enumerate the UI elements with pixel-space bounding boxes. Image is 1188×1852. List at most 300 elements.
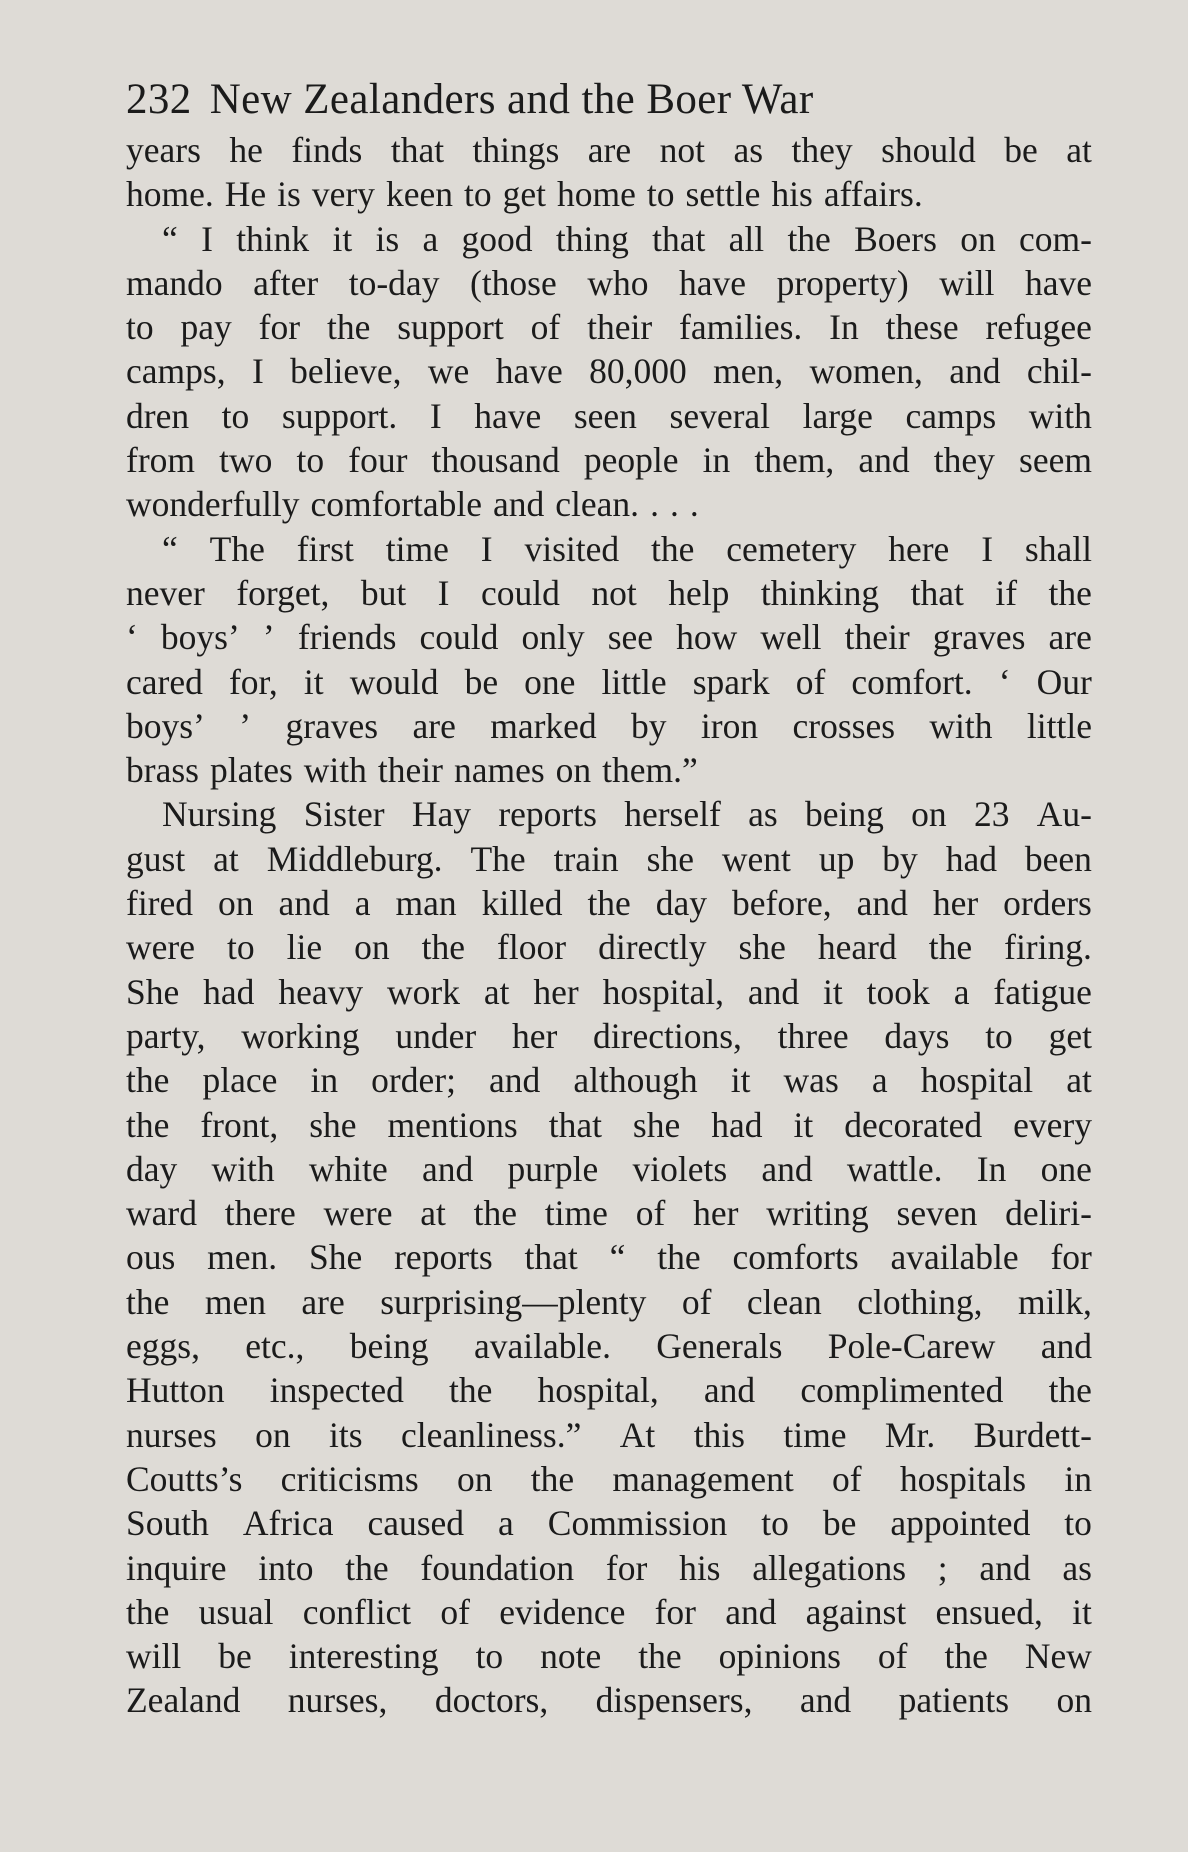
word: the [345, 1547, 389, 1588]
word: at [483, 971, 510, 1012]
word: camps [905, 395, 997, 436]
word: seem [1019, 440, 1092, 481]
running-head [126, 72, 1092, 128]
word: were [323, 1193, 393, 1234]
text-line [126, 1235, 1092, 1279]
word: man [395, 883, 457, 924]
word: ‘ [126, 617, 138, 658]
word: party, [126, 1015, 206, 1056]
word: the [787, 218, 831, 259]
word: I [201, 218, 213, 259]
word: her [511, 1015, 558, 1056]
word: be [464, 661, 499, 702]
word: with [929, 705, 993, 746]
word: be [218, 1636, 252, 1677]
word: She [126, 971, 180, 1012]
word: at [1066, 130, 1092, 170]
text-line [126, 881, 1092, 925]
text-line [126, 128, 1092, 172]
word: Africa [242, 1503, 334, 1544]
word: in [1064, 1458, 1092, 1499]
word: foundation [420, 1547, 575, 1588]
word: on [960, 218, 996, 259]
word: at [213, 838, 239, 879]
word: interesting [288, 1636, 439, 1677]
word: that [390, 130, 445, 170]
word: men, [713, 351, 784, 392]
word: that [548, 1104, 602, 1145]
word: cared [126, 661, 203, 702]
word: home [556, 174, 636, 215]
word: into [258, 1547, 314, 1588]
word: ensued, [935, 1591, 1043, 1632]
word: to [463, 174, 492, 215]
word: He [224, 174, 267, 215]
word: “ [162, 528, 178, 569]
word: usual [198, 1591, 274, 1632]
word: believe, [290, 351, 402, 392]
word: be [822, 1503, 857, 1544]
word: order; [371, 1060, 456, 1101]
word: com- [1019, 218, 1092, 259]
word: it [793, 1104, 814, 1145]
word: the [944, 1636, 988, 1677]
word: herself [624, 794, 721, 835]
word: cemetery [726, 528, 857, 569]
text-line [126, 1457, 1092, 1501]
word: time [544, 1193, 608, 1234]
word: I [981, 528, 994, 569]
word: visited [524, 528, 620, 569]
word: thing [555, 218, 629, 259]
word: would [349, 661, 439, 702]
text-line [126, 349, 1092, 393]
text-line [126, 1590, 1092, 1634]
word: property) [776, 262, 909, 303]
text-line [126, 394, 1092, 438]
word: four [348, 440, 408, 481]
word: Au- [1036, 794, 1092, 835]
word: will [939, 262, 995, 303]
text-line [126, 660, 1092, 704]
word: The [209, 528, 265, 569]
word: to [296, 440, 325, 481]
word: on [911, 794, 947, 835]
word: wonderfully [126, 484, 300, 525]
word: in [702, 440, 731, 481]
word: to [126, 307, 154, 348]
word: decorated [844, 1104, 983, 1145]
word: to [475, 1636, 504, 1677]
word: reports [394, 1237, 493, 1278]
text-line [126, 1501, 1092, 1545]
word: it [823, 971, 843, 1012]
word: comfort. [851, 661, 973, 702]
word: “ [609, 1237, 626, 1278]
word: seven [896, 1193, 978, 1234]
word: think [236, 218, 310, 259]
word: home. [126, 174, 214, 215]
word: the [126, 1281, 170, 1322]
word: “ [162, 218, 178, 259]
word: the [473, 1193, 518, 1234]
word: for [1050, 1237, 1092, 1278]
word: at [420, 1193, 446, 1234]
word: Pole-Carew [827, 1326, 996, 1367]
word: criticisms [280, 1458, 419, 1499]
word: the [326, 307, 371, 348]
word: never [126, 572, 205, 613]
word: up [818, 838, 855, 879]
word: under [395, 1015, 477, 1056]
word: reports [498, 794, 597, 835]
word: to [985, 1015, 1013, 1056]
word: wattle. [846, 1148, 943, 1189]
word: clean [746, 1281, 822, 1322]
word: that [524, 1237, 578, 1278]
text-line [126, 837, 1092, 881]
word: of [635, 1193, 666, 1234]
word: although [573, 1060, 698, 1101]
word: and [858, 440, 910, 481]
word: the [126, 1591, 170, 1632]
word: management [612, 1458, 794, 1499]
word: see [607, 617, 654, 658]
word: with [211, 1148, 275, 1189]
word: on [555, 750, 592, 791]
word: are [301, 1281, 345, 1322]
word: I [437, 572, 450, 613]
word: have [1024, 262, 1092, 303]
word: things [472, 130, 560, 170]
word: the [1048, 572, 1092, 613]
word: evidence [499, 1591, 626, 1632]
word: In [976, 1148, 1007, 1189]
word: doctors, [434, 1680, 549, 1721]
word: is [375, 218, 400, 259]
word: only [521, 617, 585, 658]
word: by [882, 838, 918, 879]
word: available [890, 1237, 1019, 1278]
text-line [126, 1634, 1092, 1678]
word: but [360, 572, 407, 613]
text-line [126, 615, 1092, 659]
word: the [657, 1237, 701, 1278]
word: appointed [890, 1503, 1031, 1544]
text-line [126, 1058, 1092, 1102]
word: and [799, 1680, 852, 1721]
word: the [1048, 1370, 1092, 1411]
word: In [829, 307, 859, 348]
word: and [1040, 1326, 1092, 1367]
book-page [126, 72, 1092, 1723]
word: boys’ [160, 617, 240, 658]
word: if [995, 572, 1018, 613]
word: a [354, 883, 371, 924]
word: and [725, 1591, 777, 1632]
word: time [385, 528, 449, 569]
word: not [659, 130, 705, 170]
text-line [126, 482, 1092, 526]
word: and [856, 883, 908, 924]
word: will [126, 1636, 182, 1677]
word: support [397, 307, 504, 348]
word: not [591, 572, 637, 613]
word: have [679, 262, 747, 303]
word: being [804, 794, 884, 835]
word: names [453, 750, 545, 791]
text-line [126, 970, 1092, 1014]
word: that [652, 218, 706, 259]
word: days [884, 1015, 950, 1056]
word: took [866, 971, 930, 1012]
word: Commission [547, 1503, 728, 1544]
word: little [1026, 705, 1092, 746]
word: their [377, 750, 443, 791]
word: their [587, 307, 653, 348]
word: lie [286, 927, 323, 968]
word: it [332, 218, 353, 259]
word: of [681, 1281, 712, 1322]
word: purple [507, 1148, 599, 1189]
word: hospital, [602, 971, 724, 1012]
word: they [933, 440, 995, 481]
word: heavy [278, 971, 364, 1012]
word: camps, [126, 351, 226, 392]
word: was [783, 1060, 839, 1101]
word: are [587, 130, 632, 170]
word: . [650, 484, 659, 525]
word: Sister [303, 794, 385, 835]
word: two [219, 440, 273, 481]
word: the [126, 1060, 170, 1101]
word: is [277, 174, 301, 215]
word: with [1028, 395, 1092, 436]
text-line [126, 1147, 1092, 1191]
word: support. [281, 395, 398, 436]
word: help [668, 572, 730, 613]
word: 23 [973, 794, 1010, 835]
word: comforts [732, 1237, 859, 1278]
text-line [126, 217, 1092, 261]
word: are [412, 705, 456, 746]
text-line [126, 1280, 1092, 1324]
text-line [126, 1413, 1092, 1457]
word: nurses [126, 1414, 217, 1455]
word: refugee [985, 307, 1092, 348]
word: Zealand [126, 1680, 241, 1721]
word: front, [200, 1104, 279, 1145]
word: and [703, 1370, 756, 1411]
word: to [221, 395, 250, 436]
word: her [693, 1193, 739, 1234]
word: who [587, 262, 649, 303]
word: them, [754, 440, 835, 481]
word: etc., [245, 1326, 305, 1367]
word: violets [632, 1148, 728, 1189]
page-number: 232 [126, 76, 192, 123]
word: directions, [593, 1015, 742, 1056]
word: writing [766, 1193, 869, 1234]
word: plates [209, 750, 293, 791]
word: get [502, 174, 546, 215]
text-line [126, 1014, 1092, 1058]
word: how [676, 617, 738, 658]
word: hospital, [537, 1370, 659, 1411]
word: firing. [1004, 927, 1092, 968]
text-line [126, 925, 1092, 969]
word: orders [1003, 883, 1092, 924]
word: families. [679, 307, 803, 348]
word: all [728, 218, 765, 259]
word: she [738, 927, 786, 968]
word: being [349, 1326, 429, 1367]
text-line [126, 1678, 1092, 1722]
word: men [204, 1281, 266, 1322]
word: he [229, 130, 263, 170]
word: available. [473, 1326, 611, 1367]
word: Burdett- [973, 1414, 1092, 1455]
word: Hay [411, 794, 472, 835]
word: could [480, 572, 560, 613]
word: get [1048, 1015, 1092, 1056]
word: Generals [656, 1326, 783, 1367]
word: a [953, 971, 970, 1012]
word: for, [228, 661, 278, 702]
word: seen [573, 395, 637, 436]
word: complimented [800, 1370, 1004, 1411]
word: as [733, 130, 764, 170]
word: are [1048, 617, 1092, 658]
word: had [945, 838, 997, 879]
word: one [524, 661, 576, 702]
word: New [1024, 1636, 1092, 1677]
word: men. [207, 1237, 278, 1278]
word: a [498, 1503, 514, 1544]
word: time [783, 1414, 847, 1455]
word: chil- [1026, 351, 1092, 392]
word: on [1056, 1680, 1092, 1721]
word: for [258, 307, 301, 348]
word: large [802, 395, 873, 436]
word: surprising—plenty [380, 1281, 647, 1322]
word: had [203, 971, 255, 1012]
word: ’ [262, 617, 275, 658]
word: women, [809, 351, 923, 392]
word: mando [126, 262, 223, 303]
word: the [928, 927, 973, 968]
word: of [832, 1458, 862, 1499]
word: well [760, 617, 822, 658]
word: nurses, [287, 1680, 388, 1721]
word: them.” [602, 750, 698, 791]
word: she [646, 838, 694, 879]
word: and [761, 1148, 813, 1189]
text-line [126, 261, 1092, 305]
word: milk, [1017, 1281, 1092, 1322]
word: clean. [555, 484, 640, 525]
word: floor [497, 927, 567, 968]
word: were [126, 927, 195, 968]
word: Mr. [884, 1414, 936, 1455]
word: to [227, 927, 255, 968]
word: have [495, 351, 563, 392]
word: brass [126, 750, 199, 791]
word: eggs, [126, 1326, 200, 1367]
word: ‘ [998, 661, 1011, 702]
word: Hutton [126, 1370, 225, 1411]
word: for [605, 1547, 648, 1588]
word: hospital [920, 1060, 1034, 1101]
word: Nursing [162, 794, 277, 835]
word: be [1004, 130, 1038, 170]
word: work [387, 971, 460, 1012]
word: pay [180, 307, 232, 348]
word: patients [898, 1680, 1010, 1721]
text-line [126, 571, 1092, 615]
word: working [241, 1015, 360, 1056]
word: dispensers, [595, 1680, 753, 1721]
word: their [844, 617, 910, 658]
word: after [253, 262, 319, 303]
word: graves [285, 705, 379, 746]
word: on [255, 1414, 291, 1455]
word: to [646, 174, 675, 215]
word: of [530, 307, 561, 348]
word: white [308, 1148, 388, 1189]
word: caused [367, 1503, 465, 1544]
word: of [440, 1591, 470, 1632]
word: as [748, 794, 778, 835]
word: mentions [387, 1104, 518, 1145]
text-line [126, 305, 1092, 349]
word: a [422, 218, 439, 259]
word: fatigue [993, 971, 1092, 1012]
word: the [638, 1636, 682, 1677]
word: to-day [348, 262, 440, 303]
word: marked [490, 705, 597, 746]
word: The [470, 838, 526, 879]
word: her [932, 883, 979, 924]
word: Boers [854, 218, 937, 259]
word: settle [685, 174, 761, 215]
word: and [489, 1060, 541, 1101]
word: have [474, 395, 542, 436]
word: should [881, 130, 976, 170]
word: and [949, 351, 1001, 392]
word: note [540, 1636, 602, 1677]
word: gust [126, 838, 186, 879]
word: graves [932, 617, 1026, 658]
word: its [329, 1414, 363, 1455]
word: . [689, 484, 699, 525]
word: there [224, 1193, 296, 1234]
word: At [619, 1414, 656, 1455]
word: 80,000 [589, 351, 687, 392]
word: ; [937, 1547, 948, 1588]
word: first [296, 528, 354, 569]
word: in [310, 1060, 339, 1101]
word: on [218, 883, 254, 924]
word: Middleburg. [266, 838, 443, 879]
word: day [126, 1148, 178, 1189]
word: at [1066, 1060, 1092, 1101]
word: had [711, 1104, 763, 1145]
word: Our [1036, 661, 1092, 702]
word: she [309, 1104, 357, 1145]
word: crosses [792, 705, 896, 746]
word: keen [385, 174, 453, 215]
